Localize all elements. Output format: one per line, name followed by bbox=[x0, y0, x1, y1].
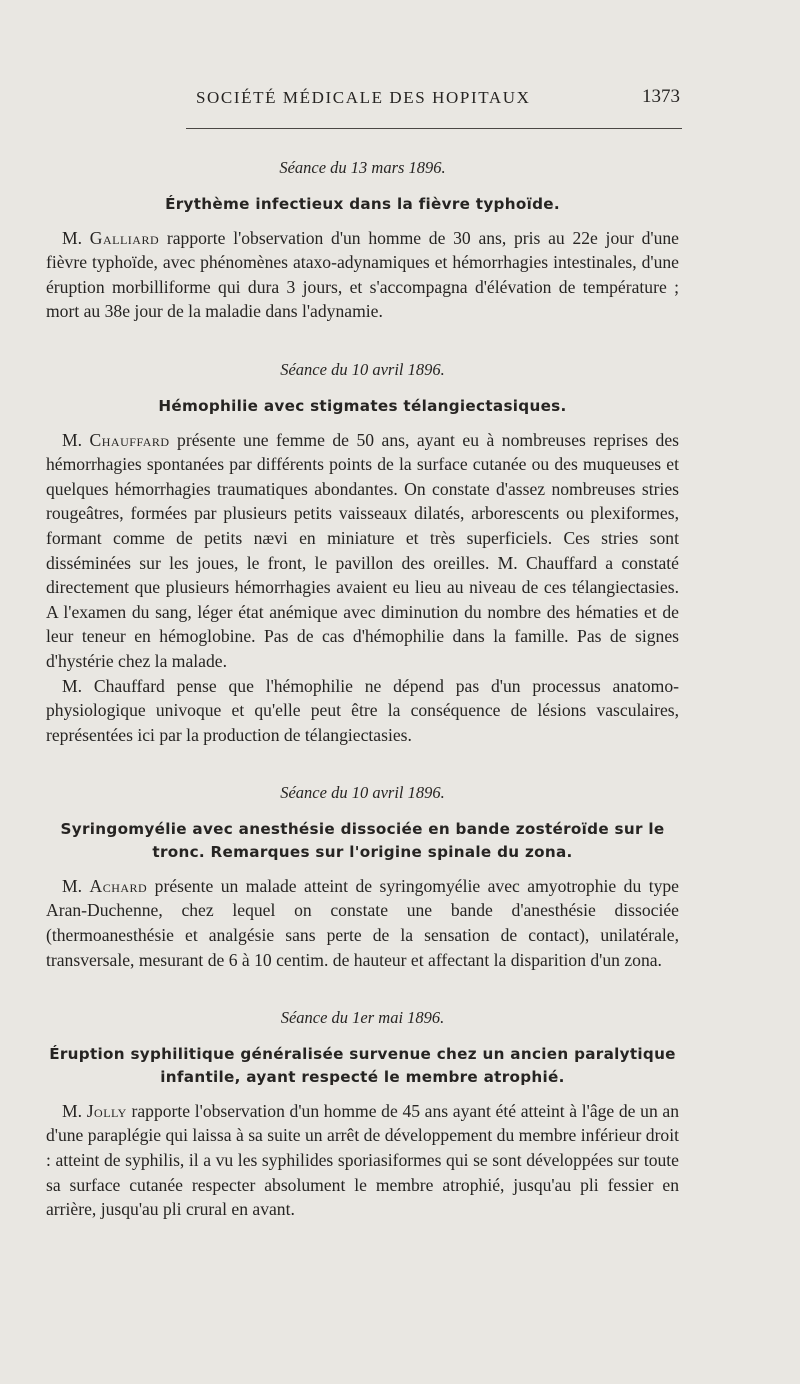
session-date: Séance du 13 mars 1896. bbox=[279, 158, 446, 177]
paragraph-text: rapporte l'observation d'un homme de 45 ans ayant été atteint à l'âge de un an d'une paraplégie qui laissa à sa suite un arrêt de développement du membre inférieur droit : atteint de syphilis, il a vu les syphilides sporiasiformes qui se sont développées sur toute sa surface cutanée respecter absolument le membre atrophié, jusqu'au pli fessier en arrière, jusqu'au pli crural en avant. bbox=[46, 1100, 679, 1220]
running-head bbox=[46, 88, 680, 114]
speaker-prefix: M. bbox=[62, 875, 83, 896]
paragraph bbox=[46, 1099, 679, 1222]
section bbox=[46, 781, 679, 972]
speaker-prefix: M. bbox=[62, 1100, 83, 1121]
header-rule bbox=[186, 128, 682, 129]
section bbox=[46, 1006, 679, 1222]
running-title: SOCIÉTÉ MÉDICALE DES HOPITAUX bbox=[196, 88, 531, 107]
speaker-prefix: M. bbox=[62, 429, 83, 450]
paragraph-text: rapporte l'observation d'un homme de 30 ans, pris au 22e jour d'une fièvre typhoïde, avec phénomènes ataxo-adynamiques et hémorrhagies intestinales, d'une éruption morbilliforme qui dura 3 jours, et s'accompagna d'élévation de température ; mort au 38e jour de la maladie dans l'adynamie. bbox=[46, 227, 679, 322]
section-heading: Érythème infectieux dans la fièvre typhoïde. bbox=[165, 194, 560, 213]
speaker-prefix: M. bbox=[62, 227, 83, 248]
section-heading: Éruption syphilitique généralisée survenue chez un ancien paralytique infantile, ayant respecté le membre atrophié. bbox=[49, 1044, 676, 1086]
section bbox=[46, 358, 679, 747]
paragraph-text: M. Chauffard pense que l'hémophilie ne dépend pas d'un processus anatomo-physiologique univoque et qu'elle peut être la conséquence de lésions vasculaires, représentées ici par la production de télangiectasies. bbox=[46, 675, 679, 745]
author-name: Jolly bbox=[86, 1100, 127, 1121]
paragraph-text: présente une femme de 50 ans, ayant eu à nombreuses reprises des hémorrhagies spontanées par différents points de la surface cutanée ou des muqueuses et quelques hémorrhagies traumatiques abondantes. On constate d'assez nombreuses stries rougeâtres, formées par plusieurs petits vaisseaux dilatés, arborescents ou plexiformes, formant comme de petits nævi en miniature et très superficiels. Ces stries sont disséminées sur les joues, le front, le pavillon des oreilles. M. Chauffard a constaté directement que plusieurs hémorrhagies avaient eu lieu au niveau de ces télangiectasies. A l'examen du sang, léger état anémique avec diminution du nombre des hématies et de leur teneur en hémoglobine. Pas de cas d'hémophilie dans la famille. Pas de signes d'hystérie chez la malade. bbox=[46, 429, 679, 671]
paragraph bbox=[46, 874, 679, 972]
section bbox=[46, 156, 679, 324]
author-name: Chauffard bbox=[89, 429, 170, 450]
section-heading: Syringomyélie avec anesthésie dissociée en bande zostéroïde sur le tronc. Remarques sur l'origine spinale du zona. bbox=[60, 819, 665, 861]
section-heading: Hémophilie avec stigmates télangiectasiques. bbox=[158, 396, 567, 415]
paragraph bbox=[46, 226, 679, 324]
paragraph-text: présente un malade atteint de syringomyélie avec amyotrophie du type Aran-Duchenne, chez lequel on constate une bande d'anesthésie dissociée (thermoanesthésie et analgésie sans perte de la sensation de contact), unilatérale, transversale, mesurant de 6 à 10 centim. de hauteur et affectant la disparition d'un zona. bbox=[46, 875, 679, 970]
page-number: 1373 bbox=[642, 86, 680, 107]
session-date: Séance du 10 avril 1896. bbox=[280, 359, 445, 379]
session-date: Séance du 1er mai 1896. bbox=[280, 1008, 445, 1028]
session-date: Séance du 10 avril 1896. bbox=[280, 783, 445, 803]
author-name: Achard bbox=[89, 875, 148, 896]
paragraph bbox=[46, 674, 679, 748]
document-body bbox=[46, 156, 679, 1222]
paragraph bbox=[46, 428, 679, 674]
author-name: Galliard bbox=[89, 227, 160, 248]
